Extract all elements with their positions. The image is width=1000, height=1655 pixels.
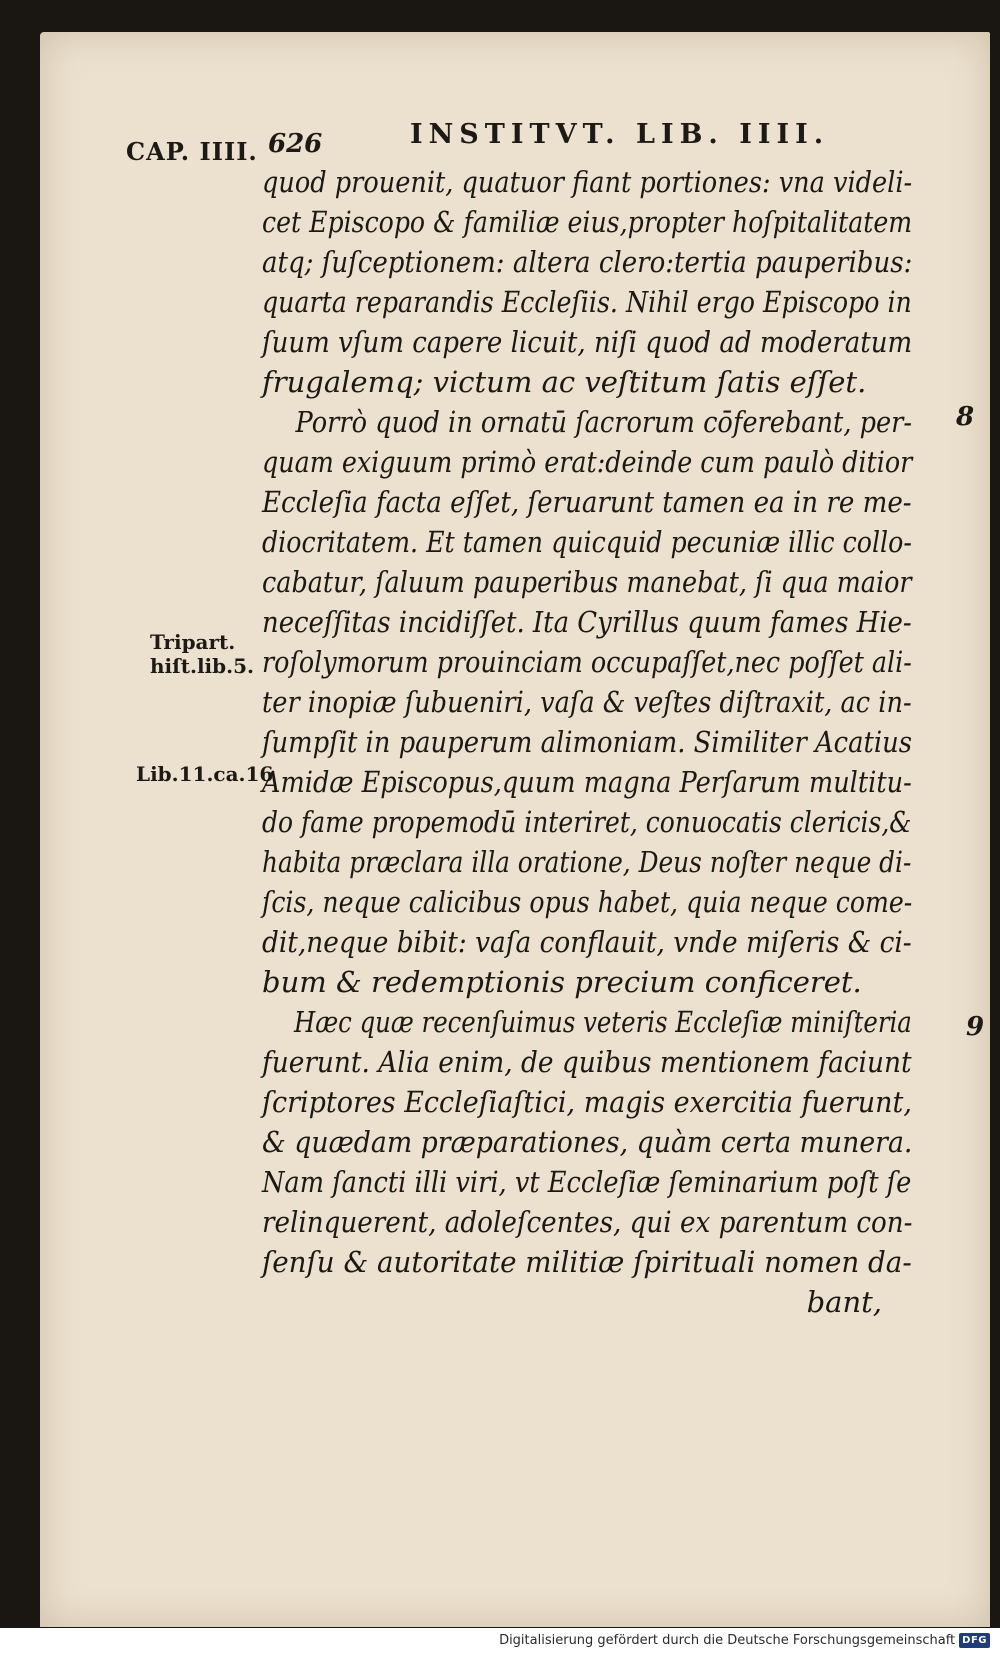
text-line: neceſſitas incidiſſet. Ita Cyrillus quum fames Hie- (262, 605, 912, 639)
dfg-logo: DFG (959, 1633, 990, 1648)
text-line: diocritatem. Et tamen quicquid pecuniæ illic collo- (262, 525, 912, 559)
text-line: Eccleſia facta eſſet, ſeruarunt tamen ea in re me- (262, 485, 912, 519)
margin-note-tripart (150, 630, 254, 678)
body-text (262, 162, 912, 1322)
text-line: ſcis, neque calicibus opus habet, quia neque come- (262, 885, 913, 919)
margin-note-line: Tripart. (150, 630, 236, 654)
text-line: bum & redemptionis precium conficeret. (262, 965, 862, 999)
text-line: Amidæ Episcopus,quum magna Perſarum multitu- (262, 765, 912, 799)
text-line: relinquerent, adoleſcentes, qui ex parentum con- (262, 1205, 913, 1239)
text-line: ſuum vſum capere licuit, niſi quod ad moderatum (262, 325, 913, 359)
footer-credit (499, 1633, 990, 1648)
paragraph-start: Hæc quæ recenſuimus veteris Eccleſiæ miniſteria (293, 1005, 912, 1039)
text-line: cet Episcopo & familiæ eius,propter hoſpitalitatem (262, 205, 913, 239)
paragraph-start: Porrò quod in ornatū ſacrorum cōferebant, per- (295, 405, 913, 439)
text-line: ſenſu & autoritate militiæ ſpirituali nomen da- (262, 1245, 912, 1279)
text-line: do fame propemodū interiret, conuocatis clericis,& (262, 805, 912, 839)
margin-note-line: hiſt.lib.5. (150, 654, 254, 678)
text-line: ter inopiæ ſubueniri, vaſa & veſtes diſtraxit, ac in- (262, 685, 912, 719)
text-line: quam exiguum primò erat:deinde cum paulò ditior (262, 445, 913, 479)
text-line: ſcriptores Eccleſiaſtici, magis exercitia fuerunt, (262, 1085, 912, 1119)
text-line: cabatur, ſaluum pauperibus manebat, ſi qua maior (262, 565, 912, 599)
section-number: 9 (966, 1012, 985, 1042)
text-line: ſumpſit in pauperum alimoniam. Similiter Acatius (262, 725, 913, 759)
text-line: habita præclara illa oratione, Deus noſter neque di- (262, 845, 912, 879)
running-title: INSTITVT. LIB. IIII. (410, 119, 830, 150)
page-number: 626 (268, 129, 323, 159)
text-line: frugalemq; victum ac veſtitum ſatis eſſet. (262, 365, 867, 399)
text-line: dit,neque bibit: vaſa conflauit, vnde miſeris & ci- (262, 925, 912, 959)
text-line: & quædam præparationes, quàm certa munera. (262, 1125, 913, 1159)
margin-note-lib (136, 762, 273, 786)
section-number: 8 (956, 402, 975, 432)
margin-note-line: Lib.11.ca.16 (136, 762, 274, 786)
text-line: roſolymorum prouinciam occupaſſet,nec poſſet ali- (262, 645, 912, 679)
text-line: Nam ſancti illi viri, vt Eccleſiæ ſeminarium poſt ſe (262, 1165, 912, 1199)
text-line: quod prouenit, quatuor fiant portiones: vna videli- (262, 165, 913, 199)
catchword: bant, (806, 1285, 882, 1319)
text-line: quarta reparandis Eccleſiis. Nihil ergo Episcopo in (262, 285, 912, 319)
text-line: fuerunt. Alia enim, de quibus mentionem faciunt (262, 1045, 912, 1079)
text-line: atq; ſuſceptionem: altera clero:tertia pauperibus: (262, 245, 913, 279)
footer-text: Digitalisierung gefördert durch die Deutsche Forschungsgemeinschaft (499, 1633, 956, 1648)
running-head (40, 117, 990, 167)
chapter-label: CAP. IIII. (126, 137, 258, 166)
book-page (40, 32, 990, 1627)
